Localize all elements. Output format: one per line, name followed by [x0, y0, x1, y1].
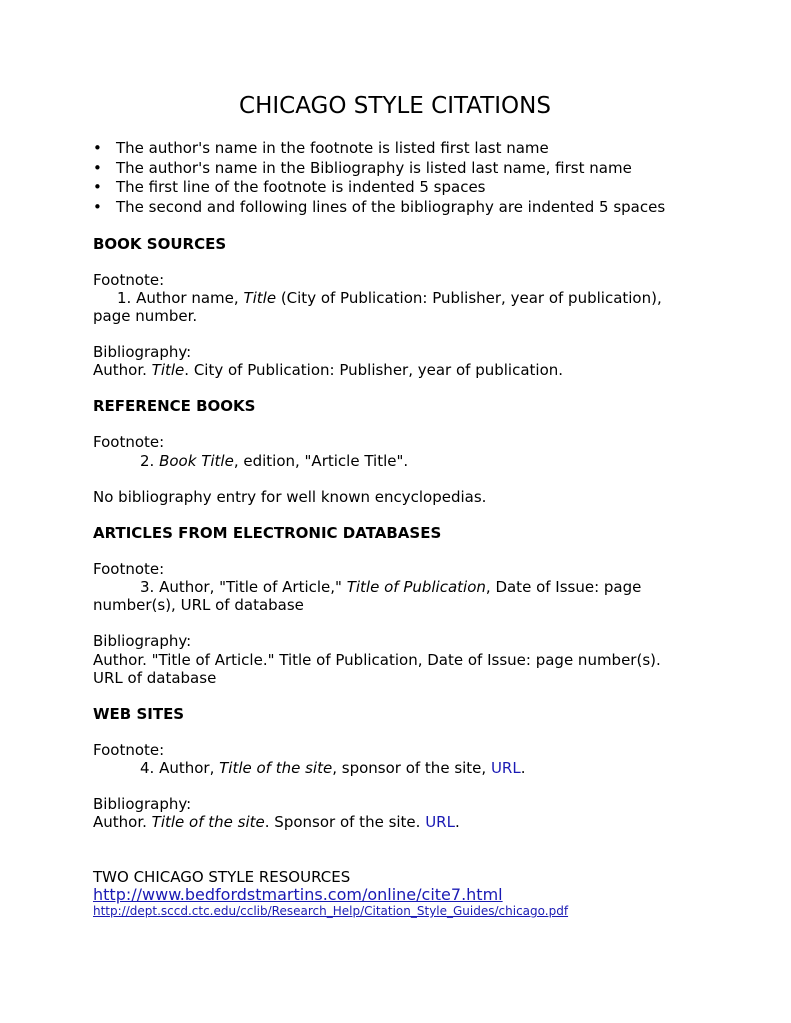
footnote-example-continued: number(s), URL of database	[93, 596, 304, 614]
page-title: CHICAGO STYLE CITATIONS	[239, 93, 551, 119]
list-item-text: The second and following lines of the bibliography are indented 5 spaces	[116, 197, 666, 216]
bibliography-label: Bibliography:	[93, 795, 192, 813]
reference-note: No bibliography entry for well known encyclopedias.	[93, 488, 487, 506]
footnote-example: 1. Author name, Title (City of Publication: Publisher, year of publication),	[117, 289, 662, 307]
footnote-example: 4. Author, Title of the site, sponsor of the site, URL.	[140, 759, 526, 777]
resource-link-sccd[interactable]: http://dept.sccd.ctc.edu/cclib/Research_Help/Citation_Style_Guides/chicago.pdf	[93, 904, 569, 918]
bibliography-example: Author. Title of the site. Sponsor of the site. URL.	[93, 813, 460, 831]
footnote-label: Footnote:	[93, 433, 165, 451]
bibliography-example-continued: URL of database	[93, 669, 217, 687]
footnote-example: 2. Book Title, edition, "Article Title".	[140, 452, 409, 470]
section-heading-book-sources: BOOK SOURCES	[93, 235, 227, 253]
footnote-label: Footnote:	[93, 741, 165, 759]
bullet-icon: •	[93, 197, 102, 216]
list-item	[93, 139, 665, 159]
list-item-text: The first line of the footnote is indented 5 spaces	[116, 178, 486, 196]
footnote-example-continued: page number.	[93, 307, 198, 325]
bibliography-example: Author. "Title of Article." Title of Publication, Date of Issue: page number(s).	[93, 651, 661, 669]
section-heading-reference-books: REFERENCE BOOKS	[93, 397, 256, 415]
bullet-icon: •	[93, 178, 102, 196]
footnote-label: Footnote:	[93, 560, 165, 578]
list-item-text: The author's name in the footnote is listed first last name	[116, 139, 549, 157]
rules-list	[93, 139, 665, 217]
footnote-label: Footnote:	[93, 271, 165, 289]
bibliography-example: Author. Title. City of Publication: Publisher, year of publication.	[93, 361, 564, 379]
section-heading-articles: ARTICLES FROM ELECTRONIC DATABASES	[93, 524, 442, 542]
footnote-example: 3. Author, "Title of Article," Title of Publication, Date of Issue: page	[140, 578, 642, 596]
list-item	[93, 198, 665, 218]
url-link[interactable]: URL	[425, 813, 455, 831]
list-item	[93, 178, 665, 198]
url-link[interactable]: URL	[490, 759, 521, 777]
bibliography-label: Bibliography:	[93, 343, 192, 361]
bullet-icon: •	[93, 158, 102, 177]
list-item-text: The author's name in the Bibliography is listed last name, first name	[116, 158, 632, 177]
bibliography-label: Bibliography:	[93, 632, 192, 650]
list-item	[93, 159, 665, 179]
bullet-icon: •	[93, 139, 102, 157]
resource-link-bedford[interactable]: http://www.bedfordstmartins.com/online/cite7.html	[93, 885, 503, 904]
section-heading-web-sites: WEB SITES	[93, 705, 185, 723]
resources-heading: TWO CHICAGO STYLE RESOURCES	[93, 868, 351, 886]
